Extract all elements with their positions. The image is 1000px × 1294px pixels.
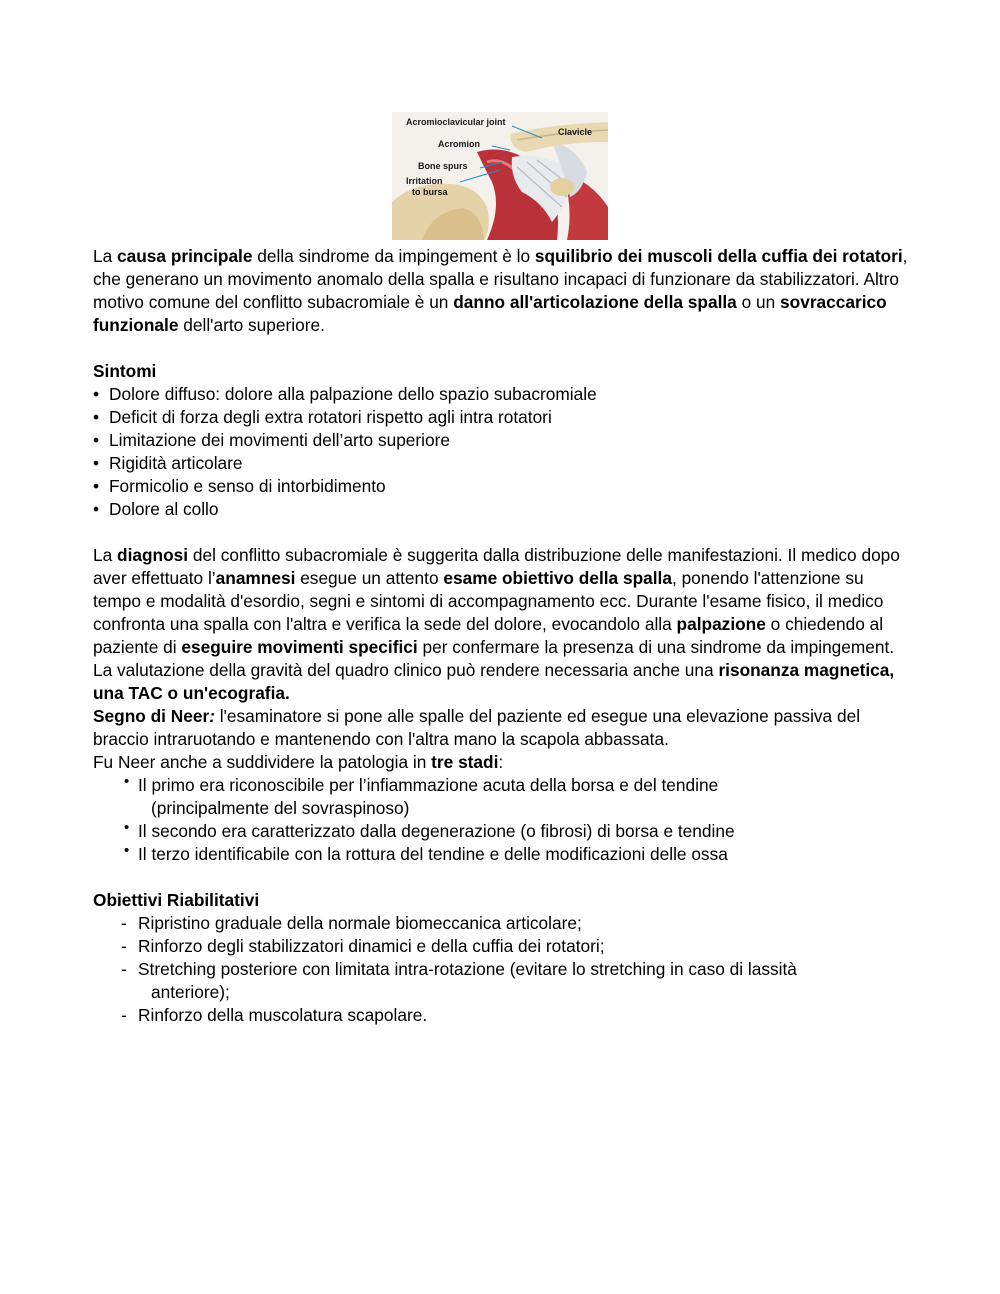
list-item: • Dolore diffuso: dolore alla palpazione dello spazio subacromiale	[93, 383, 913, 406]
figure-label-joint: Acromioclavicular joint	[406, 117, 506, 127]
obiettivi-heading: Obiettivi Riabilitativi	[93, 890, 260, 910]
list-item: - Ripristino graduale della normale biomeccanica articolare;	[93, 912, 913, 935]
list-item: • Deficit di forza degli extra rotatori rispetto agli intra rotatori	[93, 406, 913, 429]
list-item: • Il terzo identificabile con la rottura del tendine e delle modificazioni delle ossa	[93, 843, 913, 866]
sintomi-heading: Sintomi	[93, 361, 157, 381]
list-item: - Stretching posteriore con limitata intra-rotazione (evitare lo stretching in caso di lassità anteriore);	[93, 958, 913, 1004]
list-item: • Limitazione dei movimenti dell’arto superiore	[93, 429, 913, 452]
figure-label-clavicle: Clavicle	[558, 127, 593, 137]
diagnosi-paragraph: La diagnosi del conflitto subacromiale è suggerita dalla distribuzione delle manifestazioni. Il medico dopo aver effettuato l’anamnesi esegue un attento esame obiettivo della spalla, ponendo l'attenzione su tempo e modalità d'esordio, segni e sintomi di accompagnamento ecc. Durante l'esame fisico, il medico confronta una spalla con l'altra e verifica la sede del dolore, evocandolo alla palpazione o chiedendo al paziente di eseguire movimenti specifici per confermare la presenza di una sindrome da impingement.	[93, 545, 900, 657]
obiettivi-list	[93, 912, 913, 1027]
list-item: • Il secondo era caratterizzato dalla degenerazione (o fibrosi) di borsa e tendine	[93, 820, 913, 843]
neer-paragraph: Segno di Neer: l'esaminatore si pone alle spalle del paziente ed esegue una elevazione passiva del braccio intraruotando e mantenendo con l'altra mano la scapola abbassata.	[93, 706, 861, 749]
list-item: • Rigidità articolare	[93, 452, 913, 475]
list-item: • Dolore al collo	[93, 498, 913, 521]
figure-label-acromion: Acromion	[438, 139, 481, 149]
stadi-list	[93, 774, 913, 866]
sintomi-list	[93, 383, 913, 521]
document-body	[93, 245, 913, 1027]
valutazione-paragraph: La valutazione della gravità del quadro clinico può rendere necessaria anche una risonanza magnetica, una TAC o un'ecografia.	[93, 660, 895, 703]
figure-label-spurs: Bone spurs	[418, 161, 468, 171]
list-item: • Formicolio e senso di intorbidimento	[93, 475, 913, 498]
figure-label-irritation: Irritation	[406, 176, 443, 186]
stadi-intro: Fu Neer anche a suddividere la patologia in tre stadi:	[93, 752, 504, 772]
list-item: • Il primo era riconoscibile per l’infiammazione acuta della borsa e del tendine (principalmente del sovraspinoso)	[93, 774, 913, 820]
figure-label-bursa: to bursa	[412, 187, 448, 197]
list-item: - Rinforzo della muscolatura scapolare.	[93, 1004, 913, 1027]
list-item: - Rinforzo degli stabilizzatori dinamici e della cuffia dei rotatori;	[93, 935, 913, 958]
shoulder-anatomy-illustration	[392, 112, 608, 240]
intro-paragraph: La causa principale della sindrome da impingement è lo squilibrio dei muscoli della cuffia dei rotatori, che generano un movimento anomalo della spalla e risultano incapaci di funzionare da stabilizzatori. Altro motivo comune del conflitto subacromiale è un danno all'articolazione della spalla o un sovraccarico funzionale dell'arto superiore.	[93, 246, 908, 335]
